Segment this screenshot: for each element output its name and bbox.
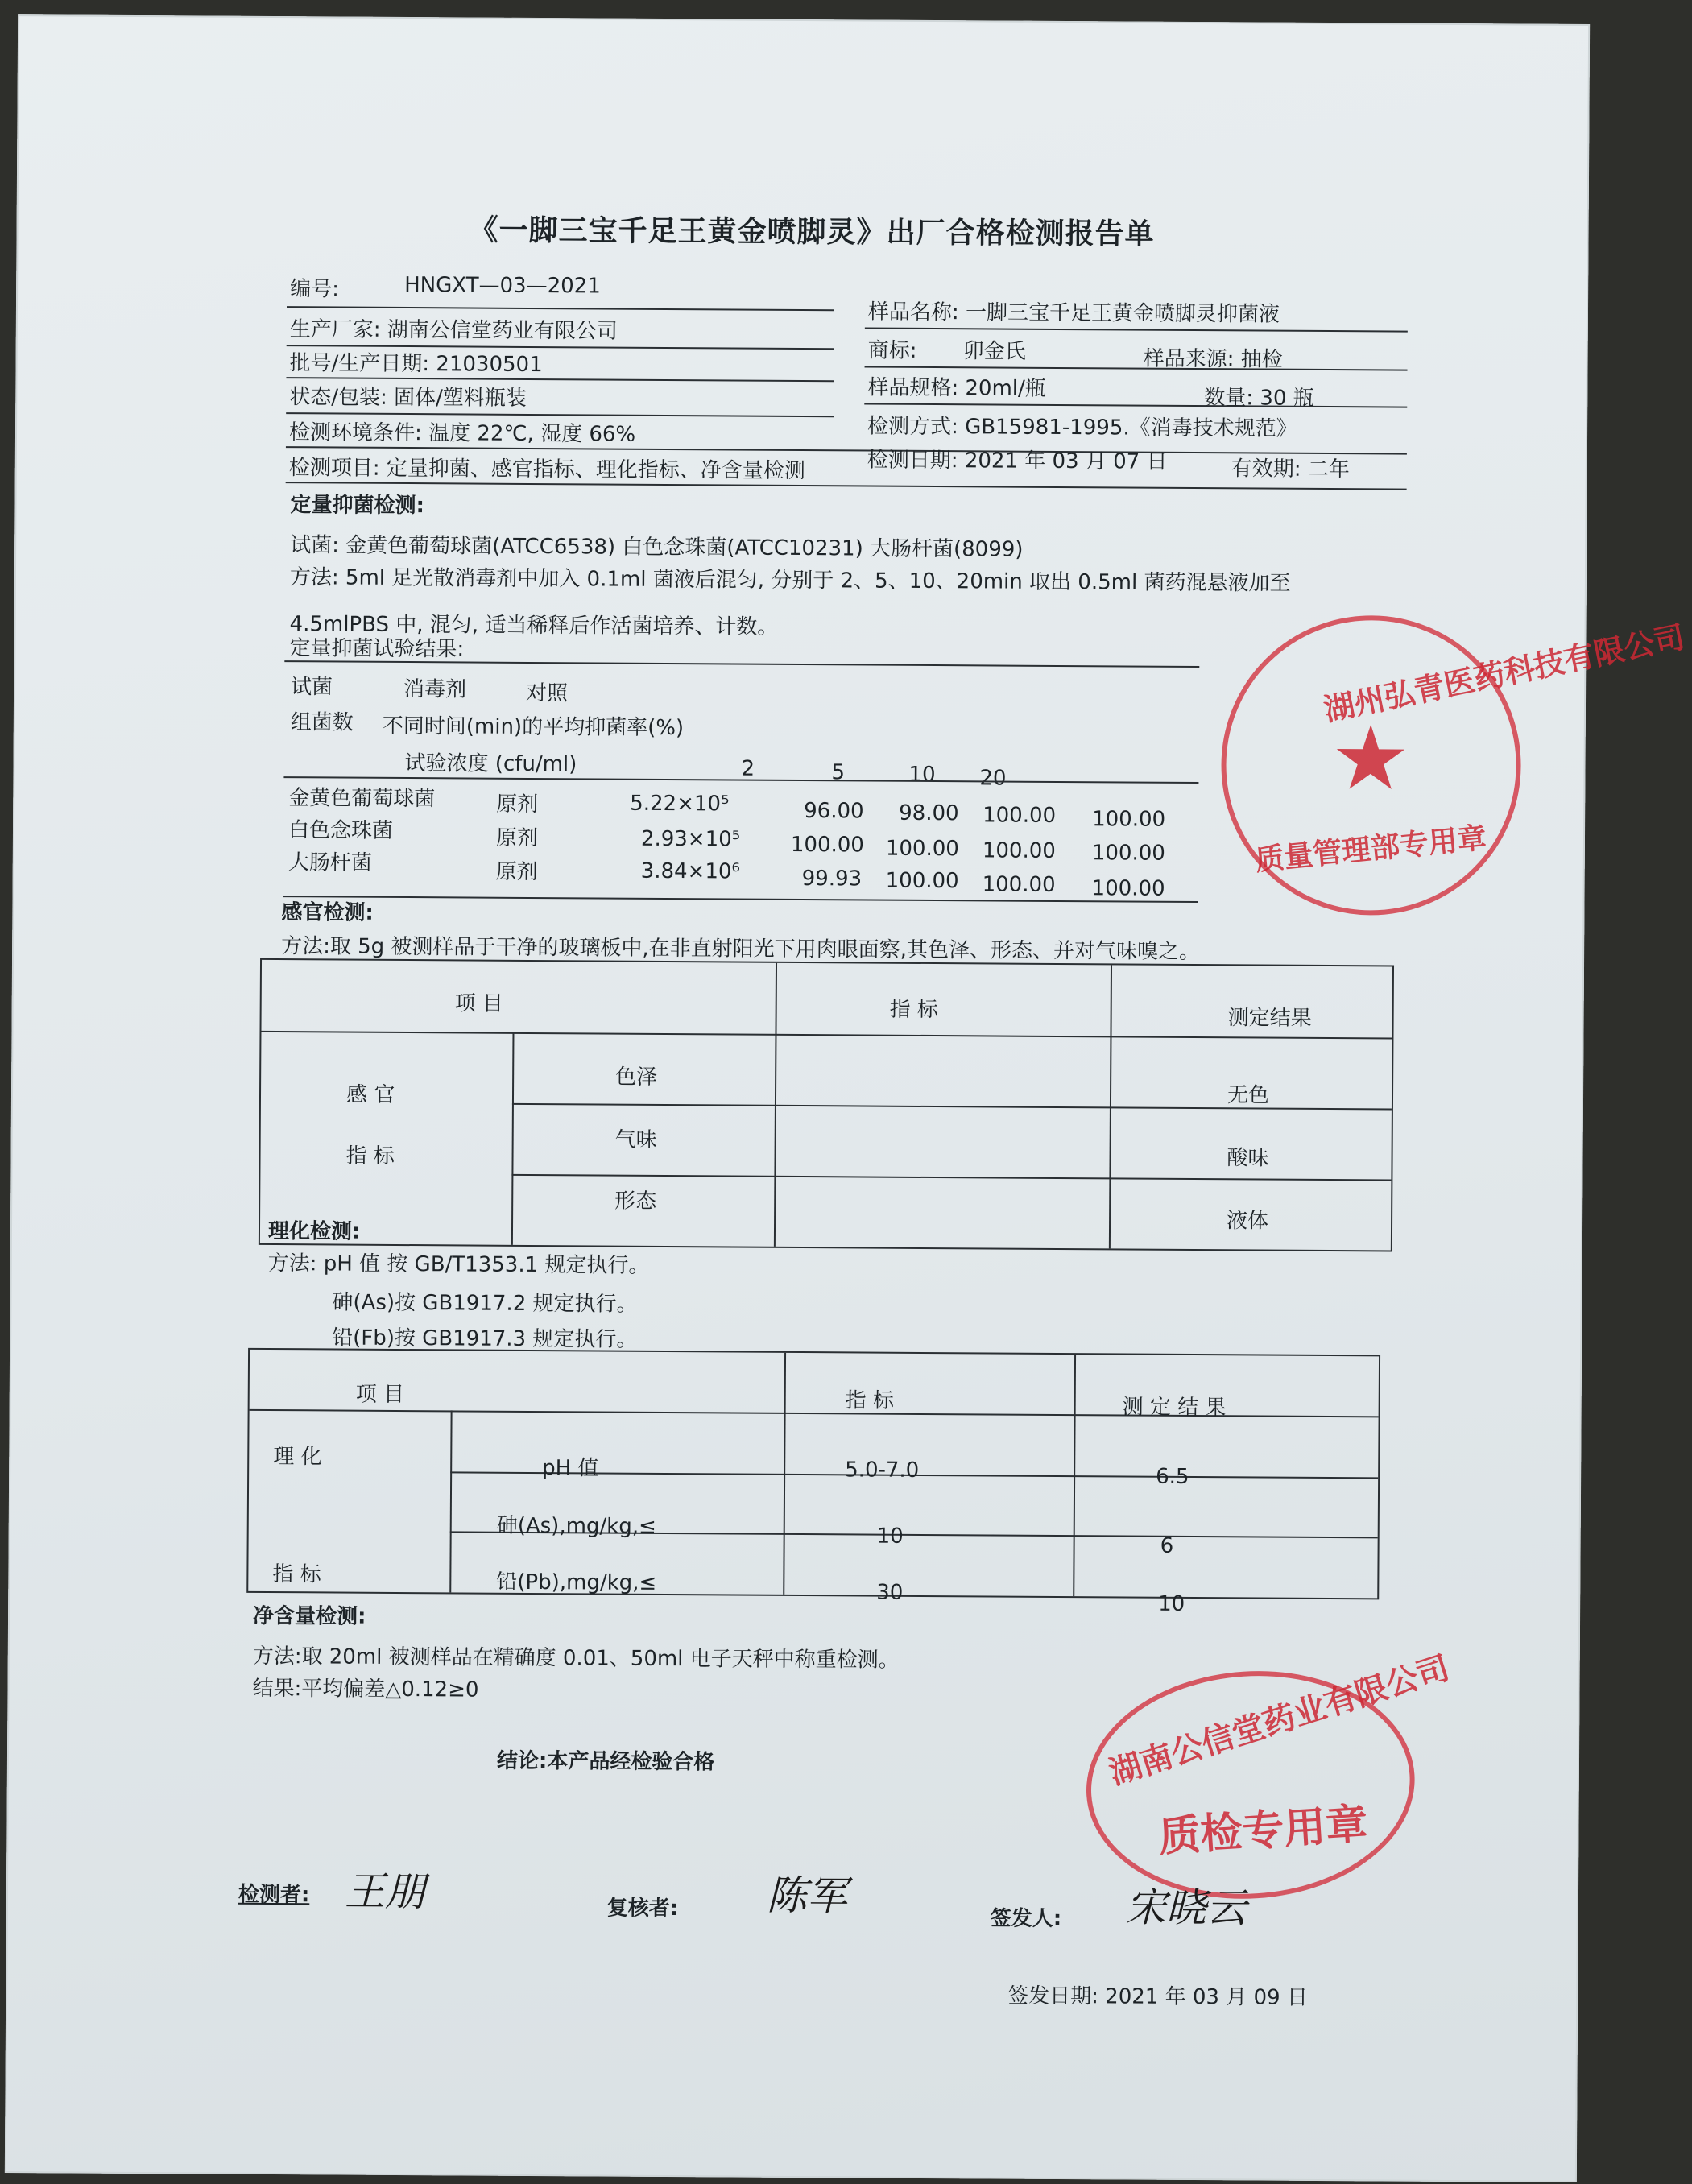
net-heading: 净含量检测: [252, 1603, 366, 1629]
report-page [5, 14, 1688, 2182]
test-strains: 试菌: 金黄色葡萄球菌(ATCC6538) 白色念珠菌(ATCC10231) 大肠杆菌(8099) [290, 533, 1024, 562]
star-icon: ★ [1330, 706, 1411, 810]
result-heading: 定量抑菌试验结果: [289, 636, 465, 662]
sample-source: 样品来源: 抽检 [1143, 346, 1283, 372]
sensory-header-result: 测定结果 [1227, 1006, 1312, 1031]
sensory-result: 无色 [1227, 1083, 1270, 1108]
sensory-heading: 感官检测: [281, 900, 374, 925]
rate-value: 100.00 [982, 838, 1056, 863]
stamp-ring-text: 湖州弘青医药科技有限公司 [1321, 618, 1688, 728]
sensory-result: 液体 [1226, 1209, 1269, 1234]
stamp-center-text: 质量管理部专用章 [1253, 821, 1488, 878]
sensory-item: 气味 [614, 1127, 657, 1152]
physchem-result: 6 [1160, 1533, 1174, 1558]
sensory-item: 色泽 [615, 1065, 658, 1090]
physchem-group-1: 理 化 [273, 1445, 322, 1470]
physchem-index: 10 [876, 1524, 904, 1549]
reviewer-signature: 陈军 [766, 1872, 848, 1920]
physchem-item: pH 值 [542, 1456, 599, 1481]
physchem-group-2: 指 标 [272, 1562, 321, 1587]
time-2: 2 [741, 756, 755, 781]
inspection-stamp [1079, 1649, 1454, 1909]
col-count: 组菌数 [290, 710, 354, 735]
sensory-method: 方法:取 5g 被测样品于干净的玻璃板中,在非直射阳光下用肉眼面察,其色泽、形态、并对气味嗅之。 [281, 934, 1201, 965]
strain-agent: 原剂 [495, 825, 539, 851]
strain-name: 大肠杆菌 [288, 850, 372, 875]
sensory-group-2: 指 标 [345, 1144, 395, 1169]
rate-value: 100.00 [982, 872, 1056, 897]
stamp-ring-text: 湖南公信堂药业有限公司 [1105, 1649, 1454, 1793]
physchem-index: 5.0-7.0 [845, 1458, 920, 1483]
test-concentration-label: 试验浓度 (cfu/ml) [404, 751, 577, 777]
physchem-method-pb: 铅(Fb)按 GB1917.3 规定执行。 [332, 1326, 638, 1352]
quality-stamp [1220, 614, 1688, 916]
state: 状态/包装: 固体/塑料瓶装 [289, 385, 527, 411]
net-result: 结果:平均偏差△0.12≥0 [252, 1676, 479, 1702]
rate-value: 100.00 [983, 803, 1057, 828]
col-control: 对照 [525, 680, 569, 706]
conclusion: 结论:本产品经检验合格 [496, 1748, 715, 1775]
sample-spec: 样品规格: 20ml/瓶 [867, 375, 1046, 401]
test-items: 检测项目: 定量抑菌、感官指标、理化指标、净含量检测 [288, 456, 805, 484]
trademark-value: 卯金氏 [962, 339, 1026, 364]
number-value: HNGXT—03—2021 [404, 273, 601, 299]
col-agent: 消毒剂 [403, 677, 467, 702]
physchem-result: 6.5 [1156, 1464, 1189, 1489]
sensory-table [259, 958, 1394, 1252]
strain-count: 3.84×10⁶ [640, 858, 740, 884]
sensory-item: 形态 [614, 1189, 657, 1214]
col-strain: 试菌 [291, 675, 333, 700]
net-method: 方法:取 20ml 被测样品在精确度 0.01、50ml 电子天秤中称重检测。 [252, 1644, 900, 1673]
trademark-label: 商标: [867, 338, 917, 363]
physchem-method-ph: 方法: pH 值 按 GB/T1353.1 规定执行。 [267, 1251, 650, 1278]
antibacterial-method-2: 4.5mlPBS 中, 混匀, 适当稀释后作活菌培养、计数。 [289, 612, 779, 639]
rate-value: 100.00 [790, 832, 864, 858]
strain-name: 白色念珠菌 [288, 818, 394, 843]
sensory-header-index: 指 标 [889, 997, 939, 1023]
rate-value: 100.00 [885, 868, 959, 894]
strain-agent: 原剂 [495, 859, 538, 885]
sample-name: 样品名称: 一脚三宝千足王黄金喷脚灵抑菌液 [867, 300, 1280, 327]
issuer-signature: 宋晓云 [1125, 1884, 1247, 1932]
physchem-item: 铅(Pb),mg/kg,≤ [496, 1570, 657, 1595]
sensory-result: 酸味 [1227, 1146, 1269, 1171]
strain-name: 金黄色葡萄球菌 [288, 786, 436, 812]
tester-label: 检测者: [238, 1882, 310, 1908]
rate-value: 100.00 [885, 836, 959, 862]
sensory-group-1: 感 官 [345, 1082, 395, 1107]
issue-date: 签发日期: 2021 年 03 月 09 日 [1007, 1983, 1308, 2010]
strain-count: 5.22×10⁵ [630, 791, 730, 817]
physchem-header-result: 测 定 结 果 [1122, 1395, 1227, 1421]
physchem-heading: 理化检测: [267, 1218, 361, 1244]
batch: 批号/生产日期: 21030501 [289, 351, 543, 378]
rate-value: 100.00 [1091, 841, 1165, 866]
sensory-header-item: 项 目 [454, 991, 504, 1016]
antibacterial-heading: 定量抑菌检测: [290, 493, 424, 519]
physchem-item: 砷(As),mg/kg,≤ [496, 1513, 656, 1539]
time-5: 5 [831, 760, 846, 785]
reviewer-label: 复核者: [606, 1896, 679, 1921]
antibacterial-method-1: 方法: 5ml 足光散消毒剂中加入 0.1ml 菌液后混匀, 分别于 2、5、10、20min 取出 0.5ml 菌药混悬液加至 [289, 565, 1291, 596]
stamp-center-text: 质检专用章 [1156, 1800, 1370, 1862]
physchem-method-as: 砷(As)按 GB1917.2 规定执行。 [332, 1290, 638, 1317]
test-date: 检测日期: 2021 年 03 月 07 日 [867, 448, 1168, 474]
test-method: 检测方式: GB15981-1995.《消毒技术规范》 [867, 414, 1297, 441]
validity: 有效期: 二年 [1231, 457, 1350, 482]
manufacturer: 生产厂家: 湖南公信堂药业有限公司 [289, 317, 618, 344]
col-rates: 不同时间(min)的平均抑菌率(%) [382, 714, 685, 741]
physchem-header-item: 项 目 [355, 1382, 405, 1408]
time-10: 10 [908, 762, 936, 788]
rate-value: 100.00 [1091, 876, 1165, 901]
rate-value: 98.00 [899, 800, 959, 826]
physchem-result: 10 [1158, 1591, 1185, 1616]
rate-value: 99.93 [801, 867, 863, 891]
physchem-index: 30 [876, 1580, 904, 1605]
issuer-label: 签发人: [990, 1906, 1062, 1932]
physchem-header-index: 指 标 [845, 1388, 895, 1413]
rate-value: 100.00 [1092, 807, 1166, 832]
rate-value: 96.00 [804, 799, 864, 824]
strain-count: 2.93×10⁵ [640, 826, 741, 852]
sample-quantity: 数量: 30 瓶 [1204, 386, 1314, 411]
strain-agent: 原剂 [496, 792, 539, 817]
time-20: 20 [979, 766, 1007, 791]
environment: 检测环境条件: 温度 22℃, 湿度 66% [288, 420, 636, 447]
tester-signature: 王朋 [344, 1868, 426, 1916]
number-label: 编号: [290, 277, 339, 302]
report-title: 《一脚三宝千足王黄金喷脚灵》出厂合格检测报告单 [469, 213, 1155, 251]
